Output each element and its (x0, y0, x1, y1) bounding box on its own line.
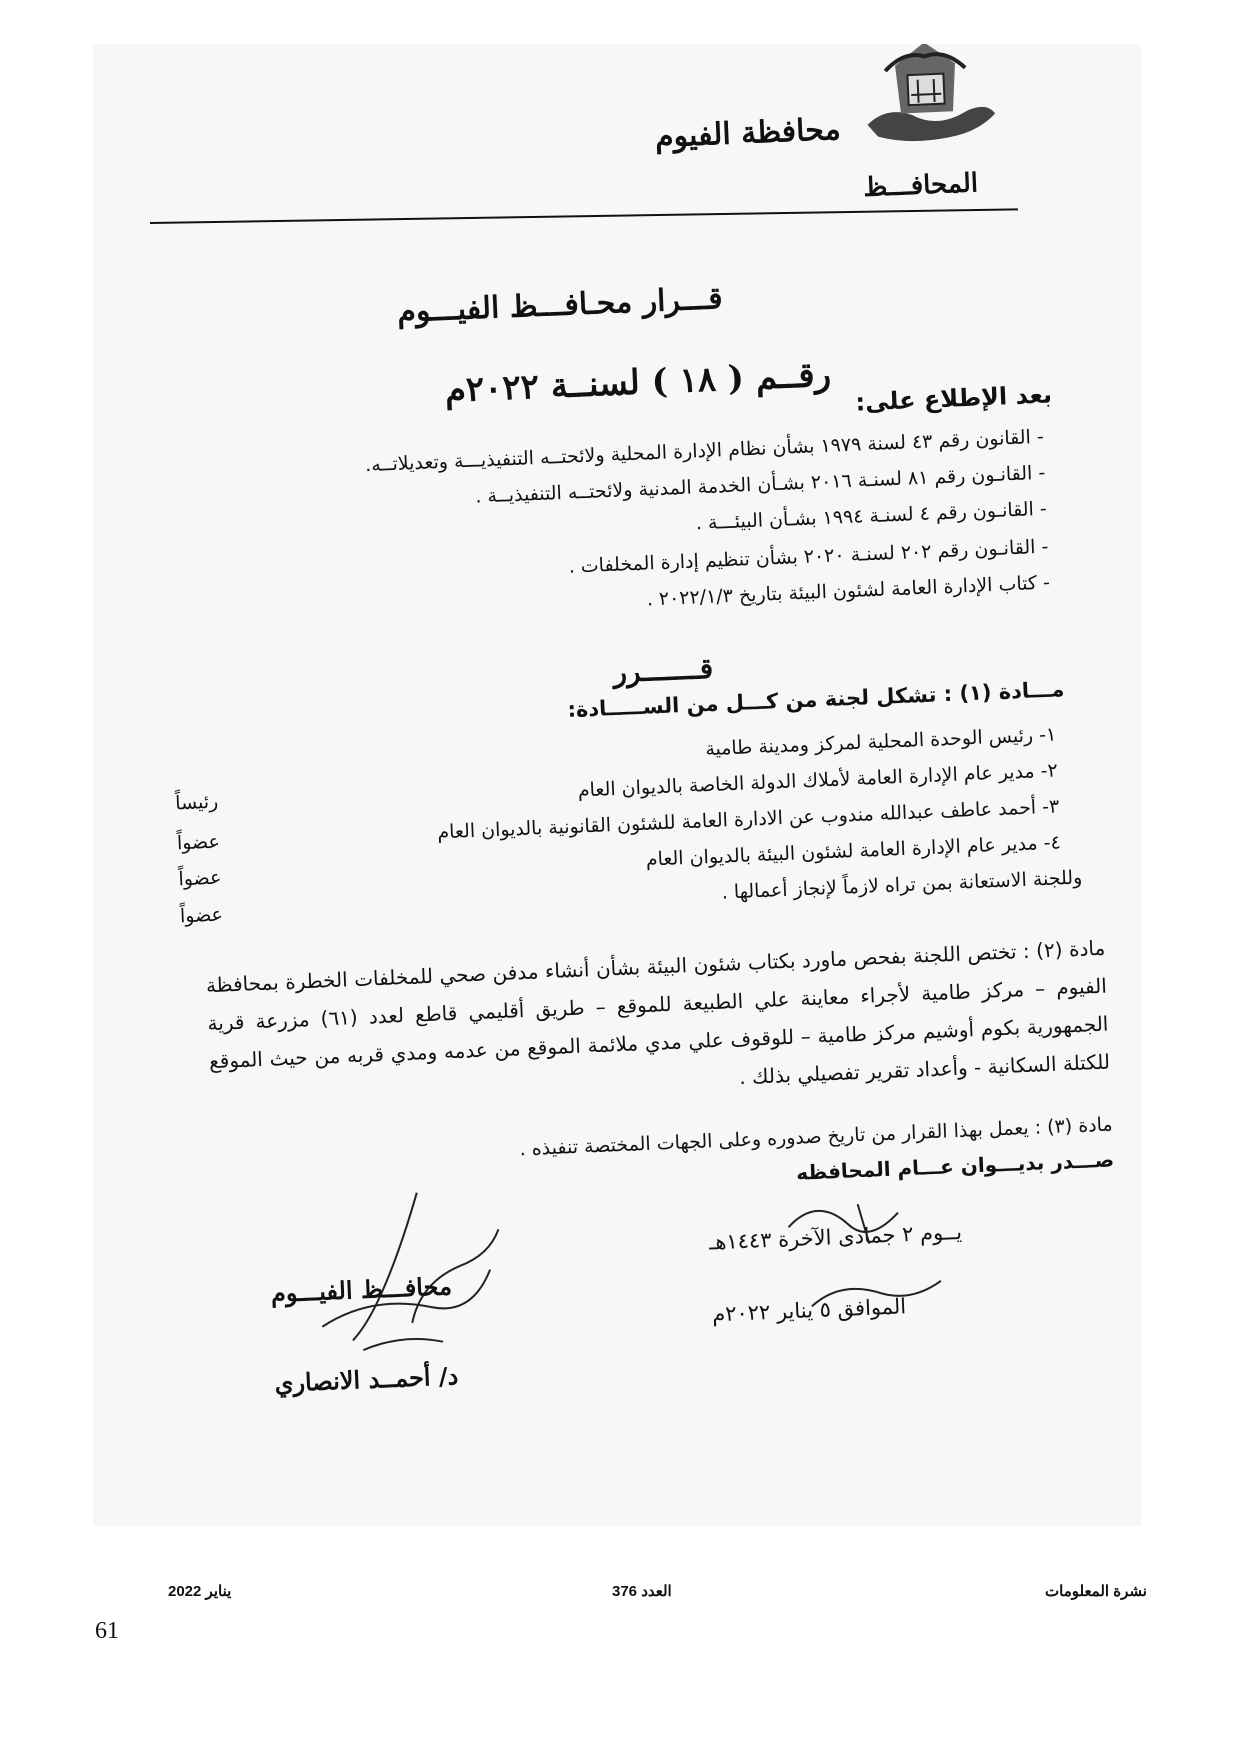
article-2-text: مادة (٢) : تختص اللجنة بفحص ماورد بكتاب شئون البيئة بشأن أنشاء مدفن صحي للمخلفات الخطرة بمحافظة الفيوم – مركز طامية لأجراء معاينة علي الطبيعة للموقع – طريق أقليمي قاطع لعدد (٦١) مزرعة قرية الجمهورية بكوم أوشيم مركز طامية – للوقوف علي مدي ملائمة الموقع من عدمه ومدي قربه من حيث الموقع للكتلة السكانية - وأعداد تقرير تفصيلي بذلك . (205, 935, 1111, 1090)
member-role: رئيساً (174, 790, 219, 815)
committee-member: ١- رئيس الوحدة المحلية لمركز ومدينة طامية (704, 723, 1057, 761)
reference-item: - كتاب الإدارة العامة لشئون البيئة بتاريخ ٢٠٢٢/١/٣ . (646, 571, 1051, 611)
committee-member: ٢- مدير عام الإدارة العامة لأملاك الدولة الخاصة بالديوان العام (577, 759, 1059, 802)
footer-publication: نشرة المعلومات (1045, 1583, 1147, 1600)
reference-item: - القانـون رقم ٨١ لسنـة ٢٠١٦ بشـأن الخدمة المدنية ولائحتــه التنفيذيــة . (474, 461, 1046, 508)
handwritten-date-mark (747, 1178, 1013, 1339)
article-3-text: مادة (٣) : يعمل بهذا القرار من تاريخ صدوره وعلى الجهات المختصة تنفيذه . (519, 1113, 1114, 1161)
governor-title: المحافـــظ (862, 168, 979, 204)
committee-member: ٣- أحمد عاطف عبدالله مندوب عن الادارة العامة للشئون القانونية بالديوان العام (436, 795, 1060, 844)
footer-issue: العدد 376 (612, 1583, 672, 1600)
footer-date: يناير 2022 (168, 1583, 232, 1600)
reference-item: - القانـون رقم ٢٠٢ لسنـة ٢٠٢٠ بشأن تنظيم إدارة المخلفات . (568, 535, 1049, 578)
governorate-logo (854, 44, 998, 147)
signatory-name: د/ أحمــد الانصاري (274, 1361, 459, 1398)
references-heading: بعد الإطلاع على: (854, 380, 1053, 417)
reference-item: - القانون رقم ٤٣ لسنة ١٩٧٩ بشأن نظام الإدارة المحلية ولائحتــه التنفيذيـــة وتعديلاتــه. (364, 425, 1045, 477)
signatory-title: محافـــظ الفيـــوم (270, 1271, 453, 1308)
issued-at: صـــدر بديـــوان عـــام المحافظه (795, 1147, 1115, 1185)
member-role: عضواً (178, 866, 222, 891)
committee-member: ٤- مدير عام الإدارة العامة لشئون البيئة بالديوان العام (645, 831, 1062, 871)
document-sheet (93, 44, 1141, 1526)
governorate-name: محافظة الفيوم (654, 112, 842, 155)
member-role: عضواً (176, 830, 221, 855)
decree-number: رقــم ( ١٨ ) لسنــة ٢٠٢٢م (444, 354, 832, 411)
hijri-date: يــوم ٢ جمادى الآخرة ١٤٤٣هـ (708, 1219, 963, 1255)
reference-item: - القانـون رقم ٤ لسنـة ١٩٩٤ بشـأن البيئـــة . (695, 497, 1048, 535)
gregorian-date: الموافق ٥ يناير ٢٠٢٢م (711, 1294, 907, 1327)
committee-note: وللجنة الاستعانة بمن تراه لازماً لإنجاز أعمالها . (721, 866, 1083, 904)
member-role: عضواً (179, 903, 224, 928)
page-number: 61 (95, 1618, 119, 1644)
scanned-document (93, 44, 1141, 1526)
decree-title: قـــرار محـافـــظ الفيـــوم (396, 281, 724, 330)
decided-heading: قـــــــرر (612, 651, 714, 689)
article-1-heading: مـــادة (١) : تشكل لجنة من كـــل من الســـــادة: (567, 677, 1065, 722)
